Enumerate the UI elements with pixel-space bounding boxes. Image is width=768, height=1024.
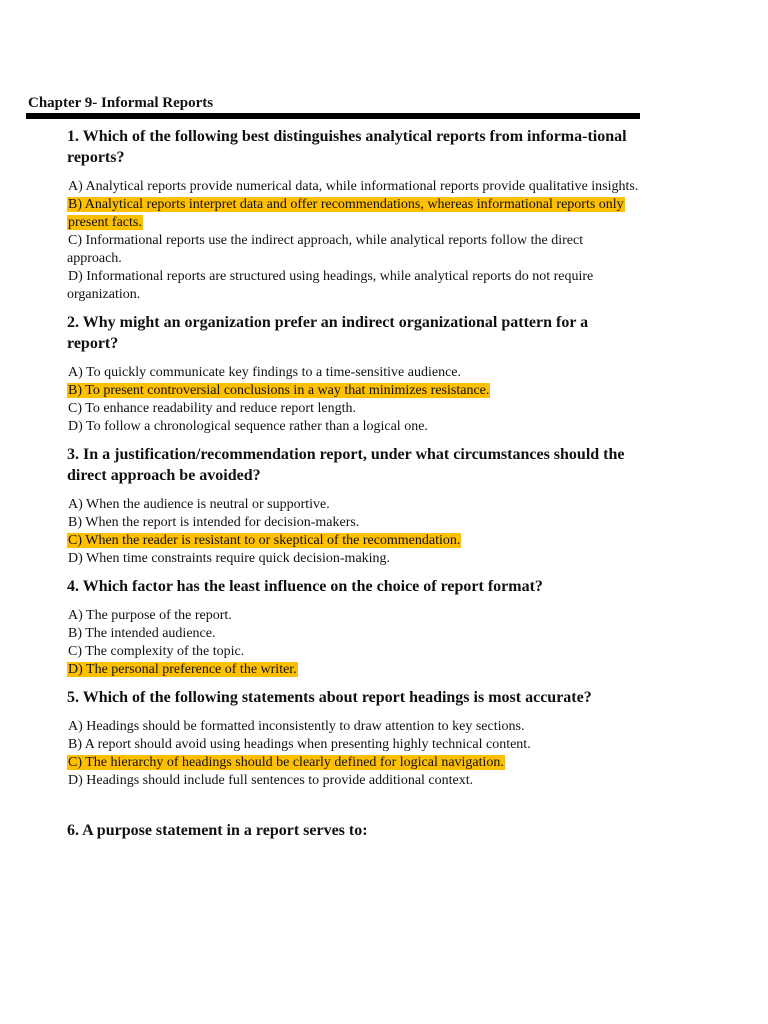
option-d: D) To follow a chronological sequence rather than a logical one. (68, 419, 428, 434)
option-d: D) Informational reports are structured using headings, while analytical reports do not require organization. (67, 269, 594, 302)
option-b-highlighted: B) To present controversial conclusions in a way that minimizes resistance. (68, 383, 490, 398)
question-6 (67, 820, 642, 841)
option-a: A) Headings should be formatted inconsistently to draw attention to key sections. (68, 719, 525, 734)
question-text: 6. A purpose statement in a report serves to: (67, 822, 368, 839)
option-b-highlighted: B) Analytical reports interpret data and offer recommendations, whereas informational reports only present facts. (68, 197, 624, 230)
option-d-highlighted: D) The personal preference of the writer. (68, 662, 297, 677)
option-list (67, 718, 642, 790)
option-a: A) The purpose of the report. (68, 608, 232, 623)
option-a: A) Analytical reports provide numerical data, while informational reports provide qualitative insights. (68, 179, 639, 194)
question-4 (67, 576, 642, 679)
option-b: B) A report should avoid using headings when presenting highly technical content. (68, 737, 531, 752)
question-text: 4. Which factor has the least influence on the choice of report format? (67, 578, 543, 595)
chapter-title: Chapter 9- Informal Reports (28, 95, 214, 111)
question-1 (67, 126, 642, 304)
option-list (67, 496, 642, 568)
option-b: B) The intended audience. (68, 626, 216, 641)
option-b: B) When the report is intended for decision-makers. (68, 515, 360, 530)
option-a: A) When the audience is neutral or supportive. (68, 497, 330, 512)
option-a: A) To quickly communicate key findings to a time-sensitive audience. (68, 365, 461, 380)
option-list (67, 607, 642, 679)
question-list (67, 126, 642, 851)
question-text: 2. Why might an organization prefer an indirect organizational pattern for a report? (67, 314, 589, 352)
option-c: C) The complexity of the topic. (68, 644, 245, 659)
question-5 (67, 687, 642, 790)
option-c: C) Informational reports use the indirect approach, while analytical reports follow the direct approach. (67, 233, 584, 266)
question-2 (67, 312, 642, 436)
question-text: 1. Which of the following best distinguishes analytical reports from informa-tional reports? (67, 128, 627, 166)
question-text: 5. Which of the following statements about report headings is most accurate? (67, 689, 592, 706)
option-d: D) When time constraints require quick decision-making. (68, 551, 391, 566)
option-list (67, 178, 642, 304)
option-list (67, 364, 642, 436)
title-rule (26, 113, 640, 119)
option-c-highlighted: C) The hierarchy of headings should be clearly defined for logical navigation. (68, 755, 504, 770)
option-d: D) Headings should include full sentences to provide additional context. (68, 773, 474, 788)
question-3 (67, 444, 642, 568)
question-text: 3. In a justification/recommendation report, under what circumstances should the direct approach be avoided? (67, 446, 625, 484)
option-c-highlighted: C) When the reader is resistant to or skeptical of the recommendation. (68, 533, 461, 548)
option-c: C) To enhance readability and reduce report length. (68, 401, 356, 416)
